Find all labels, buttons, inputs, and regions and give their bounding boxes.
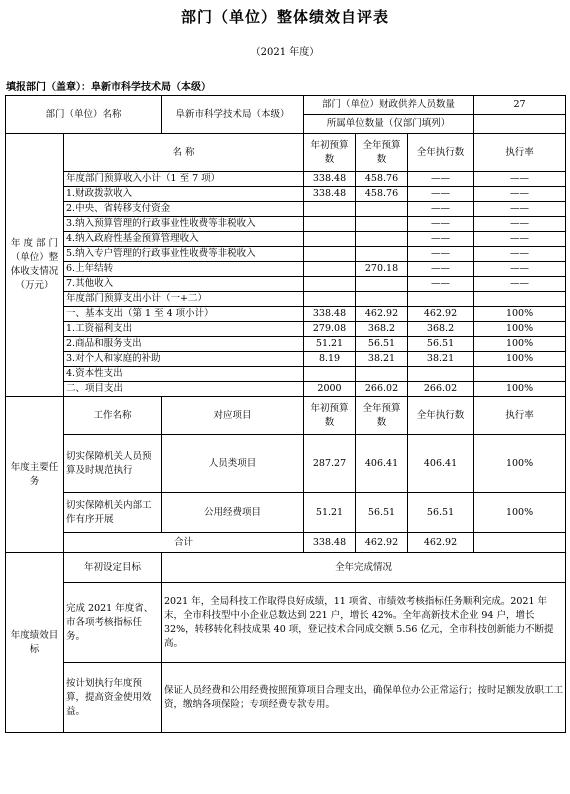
budget-col-initial: 年初预算数 <box>304 134 356 172</box>
budget-col-name: 名 称 <box>64 134 304 172</box>
table-row: 一、基本支出（第 1 至 4 项小计） 338.48 462.92 462.92 100% <box>6 307 566 322</box>
table-row: 切实保障机关人员预算及时规范执行 人员类项目 287.27 406.41 406.41 100% <box>6 435 566 493</box>
filler-unit: 填报部门（盖章）：阜新市科学技术局（本级） <box>6 82 211 93</box>
budget-section-label: 年 度 部 门（单位）整体收支情况（万元） <box>6 134 64 397</box>
tasks-col-rate: 执行率 <box>474 397 566 435</box>
table-row: 3.纳入预算管理的行政事业性收费等非税收入 —— —— <box>6 217 566 232</box>
tasks-total-initial: 338.48 <box>304 533 356 553</box>
tasks-col-task: 工作名称 <box>64 397 162 435</box>
table-row: 切实保障机关内部工作有序开展 公用经费项目 51.21 56.51 56.51 100% <box>6 493 566 533</box>
table-row: 7.其他收入 —— —— <box>6 277 566 292</box>
table-row: 年度部门预算支出小计（一+二） <box>6 292 566 307</box>
budget-col-full: 全年预算数 <box>356 134 408 172</box>
budget-col-exec: 全年执行数 <box>408 134 474 172</box>
staff-count-value: 27 <box>474 96 566 115</box>
staff-count-label: 部门（单位）财政供养人员数量 <box>304 96 474 115</box>
evaluation-table <box>5 95 566 733</box>
tasks-total-label: 合计 <box>64 533 304 553</box>
table-row: 完成 2021 年度省、市各项考核指标任务。 2021 年，全局科技工作取得良好成绩，11 项省、市绩效考核指标任务顺利完成。2021 年末，全市科技型中小企业总数达到 221 户，增长 42%。全年高新技术企业 94 户，增长 32%，转移转化科技成果 40 项，登记技术合同成交额 5.56 亿元，全市科技创新能力不断提高。 <box>6 583 566 663</box>
table-row: 4.资本性支出 <box>6 367 566 382</box>
sub-units-label: 所属单位数量（仅部门填列） <box>304 115 474 134</box>
budget-col-rate: 执行率 <box>474 134 566 172</box>
tasks-total-full: 462.92 <box>356 533 408 553</box>
report-year: （2021 年度） <box>250 47 320 58</box>
sub-units-value <box>474 115 566 134</box>
page-title: 部门（单位）整体绩效自评表 <box>180 8 389 26</box>
goals-col-initial: 年初设定目标 <box>64 553 162 583</box>
table-row: 2.中央、省转移支付资金 —— —— <box>6 202 566 217</box>
dept-name-label: 部门（单位）名称 <box>6 96 162 134</box>
tasks-col-exec: 全年执行数 <box>408 397 474 435</box>
goals-section-label: 年度绩效目标 <box>6 553 64 733</box>
table-row: 1.财政拨款收入 338.48 458.76 —— —— <box>6 187 566 202</box>
table-row: 按计划执行年度预算，提高资金使用效益。 保证人员经费和公用经费按照预算项目合理支出，确保单位办公正常运行；按时足额发放职工工资，缴纳各项保险；专项经费专款专用。 <box>6 663 566 733</box>
table-row: 4.纳入政府性基金预算管理收入 —— —— <box>6 232 566 247</box>
tasks-total-exec: 462.92 <box>408 533 474 553</box>
tasks-col-item: 对应项目 <box>162 397 304 435</box>
goals-col-done: 全年完成情况 <box>162 553 566 583</box>
table-row: 5.纳入专户管理的行政事业性收费等非税收入 —— —— <box>6 247 566 262</box>
tasks-total-row <box>6 533 566 553</box>
table-row: 2.商品和服务支出 51.21 56.51 56.51 100% <box>6 337 566 352</box>
table-row: 年度部门预算收入小计（1 至 7 项） 338.48 458.76 —— —— <box>6 172 566 187</box>
tasks-col-full: 全年预算数 <box>356 397 408 435</box>
table-row: 6.上年结转 270.18 —— —— <box>6 262 566 277</box>
tasks-section-label: 年度主要任务 <box>6 397 64 553</box>
dept-name-value: 阜新市科学技术局（本级） <box>162 96 304 134</box>
tasks-col-initial: 年初预算数 <box>304 397 356 435</box>
table-row: 1.工资福利支出 279.08 368.2 368.2 100% <box>6 322 566 337</box>
table-row: 3.对个人和家庭的补助 8.19 38.21 38.21 100% <box>6 352 566 367</box>
table-row: 二、项目支出 2000 266.02 266.02 100% <box>6 382 566 397</box>
